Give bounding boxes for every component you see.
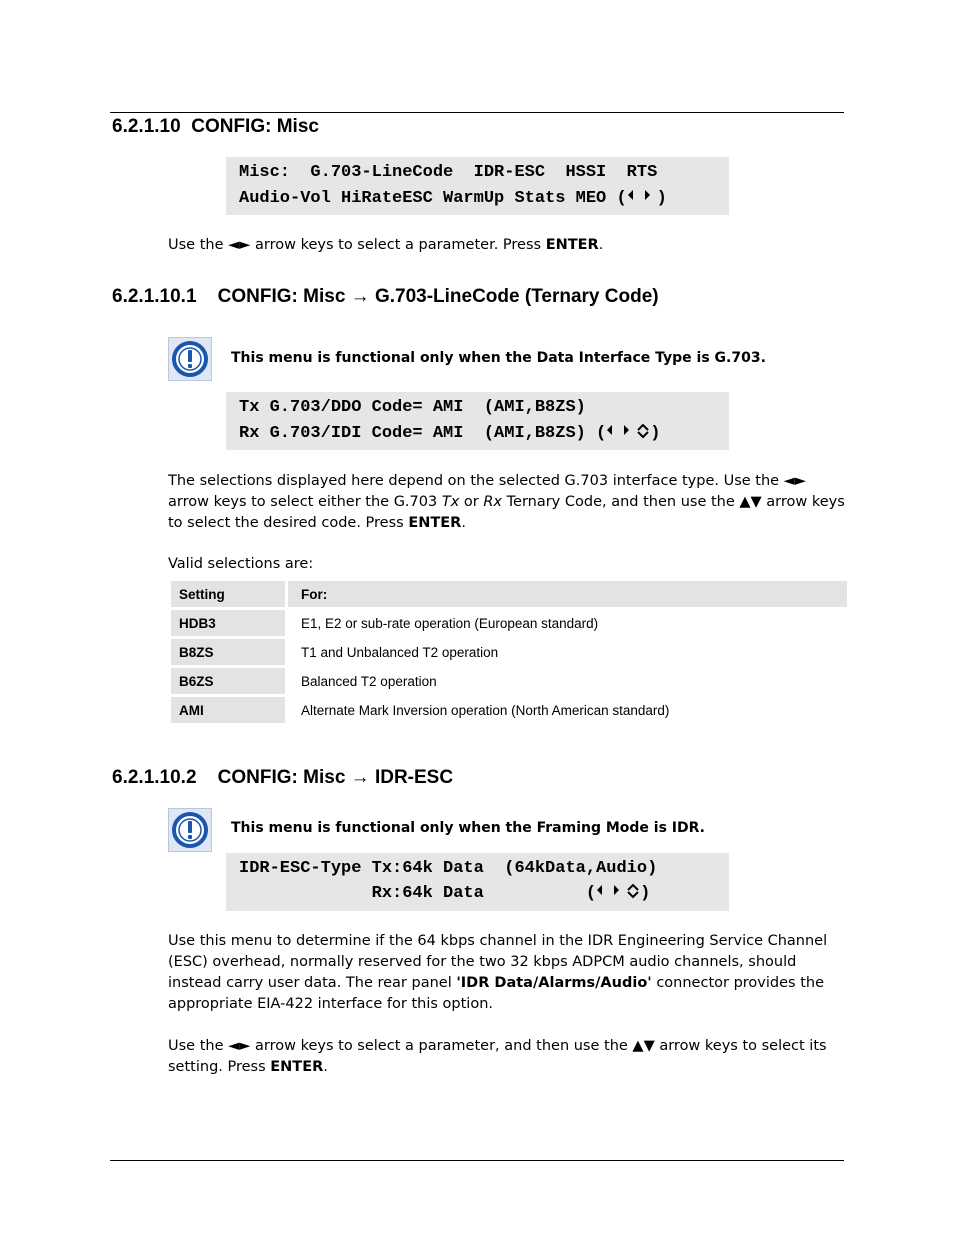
table-cell-setting: B6ZS bbox=[171, 668, 285, 694]
note-icon-box bbox=[168, 337, 212, 381]
left-right-arrows-icon bbox=[627, 188, 657, 204]
lcd-line-1: Misc: G.703-LineCode IDR-ESC HSSI RTS bbox=[239, 163, 658, 182]
paragraph-g703-description: The selections displayed here depend on the selected G.703 interface type. Use the ◄► arrow keys to select either the G.703 Tx or Rx Ternary Code, and then use the ▲▼ arrow keys to select the desired code. Press ENTER. bbox=[168, 473, 845, 531]
valid-selections-label: Valid selections are: bbox=[168, 556, 314, 572]
bottom-rule bbox=[110, 1160, 844, 1161]
top-rule bbox=[110, 112, 844, 113]
note-text-idr: This menu is functional only when the Framing Mode is IDR. bbox=[231, 820, 705, 836]
table-cell-setting: B8ZS bbox=[171, 639, 285, 665]
paragraph-select-parameter: Use the ◄► arrow keys to select a parameter. Press ENTER. bbox=[168, 237, 604, 253]
section-title: CONFIG: Misc → IDR-ESC bbox=[217, 767, 454, 788]
table-row bbox=[171, 697, 847, 723]
section-title: CONFIG: Misc → G.703-LineCode (Ternary Code) bbox=[217, 286, 659, 307]
section-heading-g703 bbox=[112, 286, 659, 308]
table-cell-setting: HDB3 bbox=[171, 610, 285, 636]
table-cell-description: E1, E2 or sub-rate operation (European standard) bbox=[301, 615, 599, 631]
note-text-g703: This menu is functional only when the Data Interface Type is G.703. bbox=[231, 350, 766, 366]
section-heading-misc bbox=[112, 116, 319, 138]
table-row bbox=[171, 668, 847, 694]
lcd-display-misc bbox=[226, 157, 729, 215]
paragraph-idr-esc-keys: Use the ◄► arrow keys to select a parameter, and then use the ▲▼ arrow keys to select its setting. Press ENTER. bbox=[168, 1038, 827, 1075]
up-down-arrows-icon bbox=[626, 883, 640, 899]
section-heading-idr-esc bbox=[112, 767, 453, 789]
table-row bbox=[171, 639, 847, 665]
lcd-display-idr-esc bbox=[226, 853, 729, 911]
valid-selections-table bbox=[168, 578, 850, 726]
lcd-line-1: IDR-ESC-Type Tx:64k Data (64kData,Audio) bbox=[239, 859, 658, 878]
info-exclamation-icon bbox=[171, 340, 209, 378]
section-number: 6.2.1.10.2 bbox=[112, 767, 197, 788]
paragraph-idr-esc-description: Use this menu to determine if the 64 kbps channel in the IDR Engineering Service Channel (ESC) overhead, normally reserved for the two 32 kbps ADPCM audio channels, should instead carry user data. The rear panel 'IDR Data/Alarms/Audio' connector provides the appropriate EIA-422 interface for this option. bbox=[168, 933, 828, 1012]
table-header-for: For: bbox=[288, 581, 847, 607]
lcd-line-2: Rx G.703/IDI Code= AMI (AMI,B8ZS) ( ) bbox=[239, 424, 661, 443]
info-exclamation-icon bbox=[171, 811, 209, 849]
section-number: 6.2.1.10 bbox=[112, 116, 181, 137]
left-right-arrows-icon bbox=[596, 883, 626, 899]
table-cell-description: T1 and Unbalanced T2 operation bbox=[301, 644, 499, 660]
lcd-display-g703 bbox=[226, 392, 729, 450]
table-header-row bbox=[171, 581, 847, 607]
table-cell-setting: AMI bbox=[171, 697, 285, 723]
table-cell-description: Balanced T2 operation bbox=[301, 673, 437, 689]
table-header-setting: Setting bbox=[171, 581, 285, 607]
lcd-line-1: Tx G.703/DDO Code= AMI (AMI,B8ZS) bbox=[239, 398, 586, 417]
note-icon-box bbox=[168, 808, 212, 852]
table-cell-description: Alternate Mark Inversion operation (North American standard) bbox=[301, 702, 670, 718]
table-row bbox=[171, 610, 847, 636]
section-number: 6.2.1.10.1 bbox=[112, 286, 197, 307]
lcd-line-2: Audio-Vol HiRateESC WarmUp Stats MEO ( ) bbox=[239, 189, 667, 208]
lcd-line-2: Rx:64k Data ( ) bbox=[239, 884, 651, 903]
section-title: CONFIG: Misc bbox=[191, 116, 319, 137]
up-down-arrows-icon bbox=[636, 423, 650, 439]
left-right-arrows-icon bbox=[606, 423, 636, 439]
